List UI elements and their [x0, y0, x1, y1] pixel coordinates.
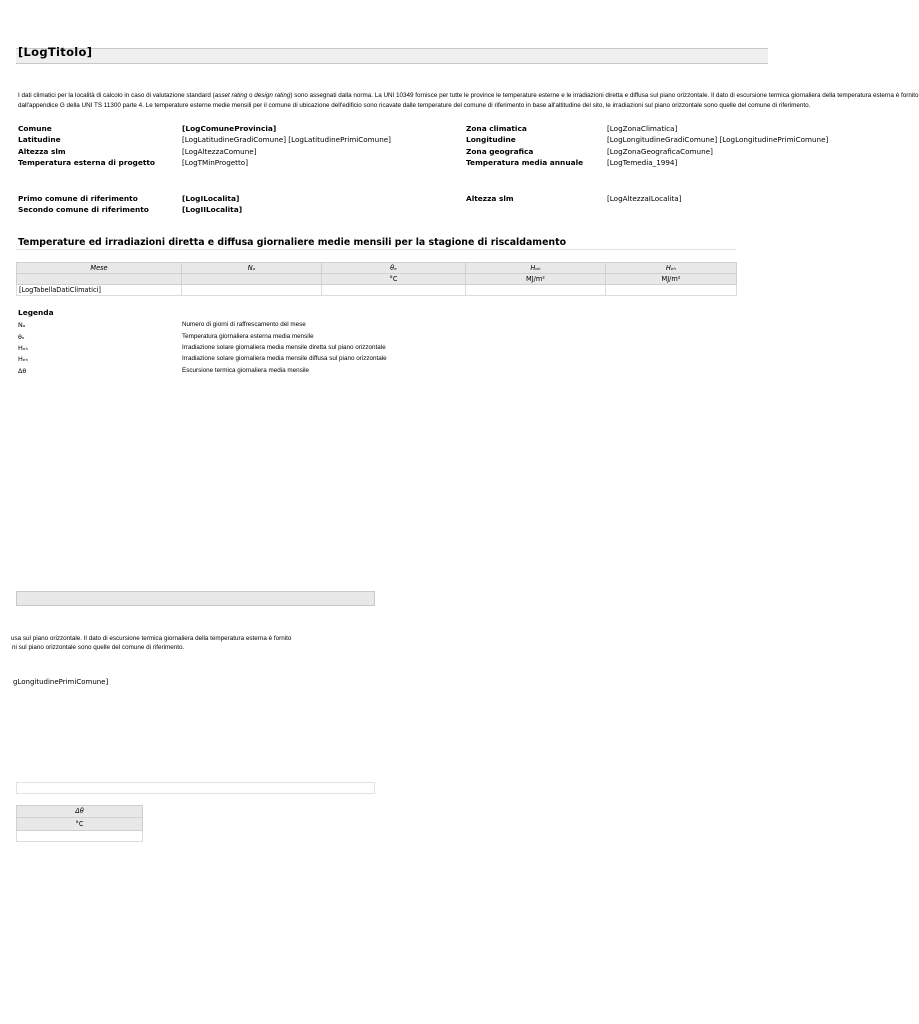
legend-desc-theta-e: Temperatura giornaliera esterna media mensile	[182, 333, 314, 340]
legend-desc-delta-theta: Escursione termica giornaliera media mensile	[182, 367, 310, 374]
altezza-label: Altezza slm	[18, 147, 66, 156]
primo-comune-value: [LogILocalita]	[182, 194, 240, 203]
secondo-comune-label: Secondo comune di riferimento	[18, 205, 149, 214]
altezza-rif-label: Altezza slm	[466, 194, 514, 203]
latitudine-label: Latitudine	[18, 135, 61, 144]
table-row	[17, 831, 143, 842]
table-cell	[182, 285, 322, 296]
comune-label: Comune	[18, 124, 52, 133]
section-rule	[16, 249, 736, 250]
unit-h-oh: MJ/m²	[466, 274, 606, 285]
temp-media-value: [LogTemedia_1994]	[607, 158, 678, 167]
overflow-rule-box	[16, 782, 375, 794]
table-cell	[466, 285, 606, 296]
col-header-mese: Mese	[17, 263, 182, 274]
longitudine-value: [LogLongitudineGradiComune] [LogLongitudinePrimiComune]	[607, 135, 829, 144]
table-cell	[606, 285, 737, 296]
legend-title: Legenda	[18, 308, 54, 317]
unit-theta-e: °C	[322, 274, 466, 285]
overflow-text-line-3: gLongitudinePrimiComune]	[13, 678, 109, 686]
temp-progetto-value: [LogTMinProgetto]	[182, 158, 249, 167]
legend-symbol-delta-theta: Δθ	[18, 367, 27, 375]
title-bar	[16, 48, 768, 64]
col-header-h-eh: Hₑₕ	[606, 263, 737, 274]
table-row	[17, 285, 737, 296]
legend-desc-h-oh: Irradiazione solare giornaliera media mensile diretta sul piano orizzontale	[182, 344, 386, 351]
overflow-text-line-2: ni sul piano orizzontale sono quelle del comune di riferimento.	[12, 644, 185, 651]
table-placeholder-cell: [LogTabellaDatiClimatici]	[17, 285, 182, 296]
altezza-rif-value: [LogAltezzaILocalita]	[607, 194, 682, 203]
comune-value: [LogComuneProvincia]	[182, 124, 277, 133]
climate-data-table	[16, 262, 737, 296]
col-header-h-oh: Hₒₕ	[466, 263, 606, 274]
zona-climatica-value: [LogZonaClimatica]	[607, 124, 678, 133]
secondo-comune-value: [LogIILocalita]	[182, 205, 243, 214]
table-units-row	[17, 274, 737, 285]
page-title: [LogTitolo]	[18, 45, 93, 59]
temp-media-label: Temperatura media annuale	[466, 158, 584, 167]
intro-line-2: dall'appendice G della UNI TS 11300 parte 4. Le temperature esterne medie mensili per il comune di ubicazione dell'edificio sono ricavate dalle temperature del comune di riferimento in base all'altitudine del sito, le irradiazioni sul piano orizzontale sono quelle del comune di riferimento.	[18, 101, 811, 109]
table-cell	[322, 285, 466, 296]
overflow-title-bar	[16, 591, 375, 606]
section-title: Temperature ed irradiazioni diretta e diffusa giornaliere medie mensili per la stagione di riscaldamento	[18, 237, 567, 248]
col-header-theta-e: θₑ	[322, 263, 466, 274]
latitudine-value: [LogLatitudineGradiComune] [LogLatitudinePrimiComune]	[182, 135, 391, 144]
col-header-na: Nₐ	[182, 263, 322, 274]
legend-desc-na: Numero di giorni di raffrescamento del mese	[182, 321, 306, 328]
zona-geografica-value: [LogZonaGeograficaComune]	[607, 147, 713, 156]
legend-symbol-theta-e: θₑ	[18, 333, 25, 341]
legend-symbol-h-oh: Hₒₕ	[18, 344, 29, 352]
intro-line-1: I dati climatici per la località di calcolo in caso di valutazione standard (asset rating o design rating) sono assegnati dalla norma. La UNI 10349 fornisce per tutte le province le temperature esterne e le irradiazioni diretta e diffusa sul piano orizzontale. Il dato di escursione termica giornaliera della temperatura esterna è fornito	[18, 92, 919, 99]
legend-symbol-na: Nₐ	[18, 321, 26, 329]
unit-delta-theta: °C	[17, 818, 143, 831]
overflow-text-line-1: usa sul piano orizzontale. Il dato di escursione termica giornaliera della temperatura esterna è fornito	[11, 635, 292, 642]
zona-geografica-label: Zona geografica	[466, 147, 534, 156]
altezza-value: [LogAltezzaComune]	[182, 147, 257, 156]
delta-header-row	[17, 806, 143, 818]
legend-desc-h-eh: Irradiazione solare giornaliera media mensile diffusa sul piano orizzontale	[182, 355, 387, 362]
longitudine-label: Longitudine	[466, 135, 516, 144]
delta-unit-row	[17, 818, 143, 831]
primo-comune-label: Primo comune di riferimento	[18, 194, 138, 203]
zona-climatica-label: Zona climatica	[466, 124, 527, 133]
legend-symbol-h-eh: Hₑₕ	[18, 355, 29, 363]
temp-progetto-label: Temperatura esterna di progetto	[18, 158, 155, 167]
unit-mese	[17, 274, 182, 285]
col-header-delta-theta: Δθ	[17, 806, 143, 818]
delta-theta-table	[16, 805, 143, 842]
intro-paragraph	[18, 91, 919, 110]
unit-na	[182, 274, 322, 285]
table-header-row	[17, 263, 737, 274]
unit-h-eh: MJ/m²	[606, 274, 737, 285]
table-cell	[17, 831, 143, 842]
